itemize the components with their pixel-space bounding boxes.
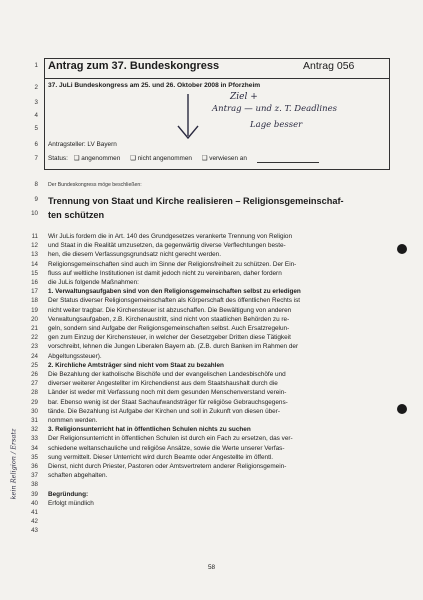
- body-line: tände. Die Bezahlung ist Aufgabe der Kirchen und soll in Zukunft von diesen über-: [48, 407, 280, 415]
- line-number: 6: [34, 141, 38, 148]
- heading-line-1: Trennung von Staat und Kirche realisieren – Religionsgemeinschaf-: [48, 196, 344, 206]
- line-number: 14: [31, 260, 38, 268]
- section-heading: 3. Religionsunterricht hat in öffentlichen Schulen nichts zu suchen: [48, 426, 251, 434]
- line-number: 2: [34, 84, 38, 91]
- handwriting-note-2: Antrag — und z. T. Deadlines: [212, 104, 337, 114]
- section-heading: 2. Kirchliche Amtsträger sind nicht vom Staat zu bezahlen: [48, 361, 224, 369]
- line-number: 20: [31, 315, 38, 323]
- body-line: diverser weiterer Angestellter im Kirchendienst aus dem Staatshaushalt durch die: [48, 380, 278, 388]
- body-line: nommen werden.: [48, 417, 98, 424]
- line-number: 35: [31, 453, 38, 461]
- body-line: gen zum Einzug der Kirchensteuer, in welcher der Gesetzgeber Dritten diese Tätigkeit: [48, 334, 291, 342]
- line-number: 34: [31, 444, 38, 452]
- body-line: fluss auf weltliche Institutionen ist damit jedoch nicht zu vereinbaren, daher fordern: [48, 269, 282, 277]
- line-number: 40: [31, 499, 38, 507]
- line-number: 9: [34, 196, 38, 203]
- status-option-nicht-angenommen[interactable]: ❑ nicht angenommen: [130, 155, 192, 162]
- line-number: 3: [34, 99, 38, 106]
- line-number: 41: [31, 509, 38, 516]
- body-line: Die Bezahlung der katholische Bischöfe und der evangelischen Landesbischöfe und: [48, 371, 286, 378]
- body-line: und Staat in die Realität umzusetzen, da gegenwärtig diverse Verflechtungen beste-: [48, 242, 286, 250]
- line-number: 43: [31, 527, 38, 535]
- line-number: 33: [31, 435, 38, 443]
- line-number: 10: [31, 210, 38, 217]
- body-line: Verwaltungsaufgaben, z.B. Kirchenaustritt, sind nicht von staatlichen Behörden zu re-: [48, 315, 290, 323]
- line-number: 11: [31, 233, 38, 240]
- line-number: 7: [34, 155, 38, 162]
- line-number: 23: [31, 343, 38, 351]
- handwritten-arrow-icon: [168, 92, 208, 142]
- header-divider: [44, 78, 390, 79]
- intro-text: Der Bundeskongress möge beschließen:: [48, 182, 142, 188]
- line-number: 12: [31, 242, 38, 250]
- body-line: hen, die diesem Verfassungsgrundsatz nicht gerecht werden.: [48, 251, 222, 259]
- body-line: geln, sondern sind Aufgabe der Religionsgemeinschaften selbst. Auch Ersatzregelun-: [48, 325, 290, 332]
- page-number: 58: [207, 564, 216, 571]
- handwriting-note-3: Lage besser: [250, 120, 303, 130]
- body-line: Abgeltungssteuer).: [48, 352, 102, 360]
- line-number: 18: [31, 297, 38, 305]
- line-number: 27: [31, 380, 38, 388]
- handwriting-note-1: Ziel +: [230, 92, 258, 102]
- line-number: 30: [31, 407, 38, 415]
- body-line: Dienst, nicht durch Priester, Pastoren oder Amtsvertretern anderer Religionsgemein-: [48, 463, 287, 470]
- status-label: Status:: [48, 155, 68, 162]
- line-number: 4: [34, 112, 38, 119]
- status-line: [48, 155, 388, 163]
- section-heading: 1. Verwaltungsaufgaben sind von den Religionsgemeinschaften selbst zu erledigen: [48, 288, 301, 296]
- header-box: [44, 58, 390, 170]
- body-line: Religionsgemeinschaften sind auch im Sinne der Religionsfreiheit zu schützen. Der Ein-: [48, 260, 297, 268]
- line-number: 28: [31, 389, 38, 397]
- line-number: 5: [34, 125, 38, 132]
- line-number: 25: [31, 361, 38, 369]
- body-line: bar. Ebenso wenig ist der Staat Sachaufwandsträger für religiöse Gebrauchsgegens-: [48, 398, 288, 406]
- line-number: 26: [31, 371, 38, 378]
- line-number: 31: [31, 417, 38, 424]
- event-line: 37. JuLi Bundeskongress am 25. und 26. Oktober 2008 in Pforzheim: [48, 82, 261, 89]
- line-number: 21: [31, 325, 38, 332]
- line-number: 15: [31, 269, 38, 277]
- punch-hole-bottom: [397, 404, 407, 414]
- punch-hole-top: [397, 244, 407, 254]
- antrag-title: Antrag zum 37. Bundeskongress: [48, 60, 220, 72]
- antragsteller: Antragsteller: LV Bayern: [48, 141, 117, 148]
- line-number: 13: [31, 251, 38, 259]
- line-number: 29: [31, 398, 38, 406]
- body-line: sung vermittelt. Dieser Unterricht wird durch Beamte oder Angestellte im öffentl.: [48, 453, 274, 461]
- body-line: Länder ist weder mit Verfassung noch mit dem gesunden Menschenverstand verein-: [48, 389, 287, 397]
- line-number: 19: [31, 306, 38, 314]
- antrag-number: Antrag 056: [303, 60, 355, 72]
- line-number: 1: [34, 62, 38, 69]
- status-option-angenommen[interactable]: ❑ angenommen: [73, 155, 121, 162]
- line-number: 37: [31, 472, 38, 480]
- body-line: Der Status diverser Religionsgemeinschaften als Körperschaft des öffentlichen Rechts ist: [48, 297, 301, 305]
- line-number: 22: [31, 334, 38, 342]
- body-line: Wir JuLis fordern die in Art. 140 des Grundgesetzes verankerte Trennung von Religion: [48, 233, 293, 240]
- line-number: 38: [31, 481, 38, 489]
- body-line: schiedene weltanschauliche und religiöse Ansätze, sowie die Werte unserer Verfas-: [48, 444, 285, 452]
- body-line: Erfolgt mündlich: [48, 499, 94, 507]
- line-number: 17: [31, 288, 38, 296]
- body-line: die JuLis folgende Maßnahmen:: [48, 279, 139, 286]
- line-number: 24: [31, 352, 38, 360]
- handwriting-margin-note: kein Religion / Ersatz: [9, 428, 18, 500]
- line-number: 36: [31, 463, 38, 470]
- body-line: Der Religionsunterricht in öffentlichen Schulen ist durch ein Fach zu ersetzen, das ver-: [48, 435, 293, 443]
- body-line: vorschreibt, lehnen die Jungen Liberalen Bayern ab. (Z.B. durch Banken im Rahmen der: [48, 343, 299, 351]
- line-number: 32: [31, 426, 38, 434]
- line-number: 39: [31, 490, 38, 498]
- line-number: 42: [31, 518, 38, 526]
- heading-line-2: ten schützen: [48, 210, 105, 220]
- section-heading: Begründung:: [48, 490, 89, 498]
- verwiesen-blank: [257, 156, 319, 163]
- body-line: schaften abgehalten.: [48, 472, 108, 480]
- status-option-verwiesen[interactable]: ❑ verwiesen an: [201, 155, 247, 162]
- line-number: 16: [31, 279, 38, 286]
- line-number: 8: [34, 181, 38, 188]
- body-line: nicht weiter tragbar. Die Kirchensteuer ist abzuschaffen. Die Bewältigung von anderen: [48, 306, 292, 314]
